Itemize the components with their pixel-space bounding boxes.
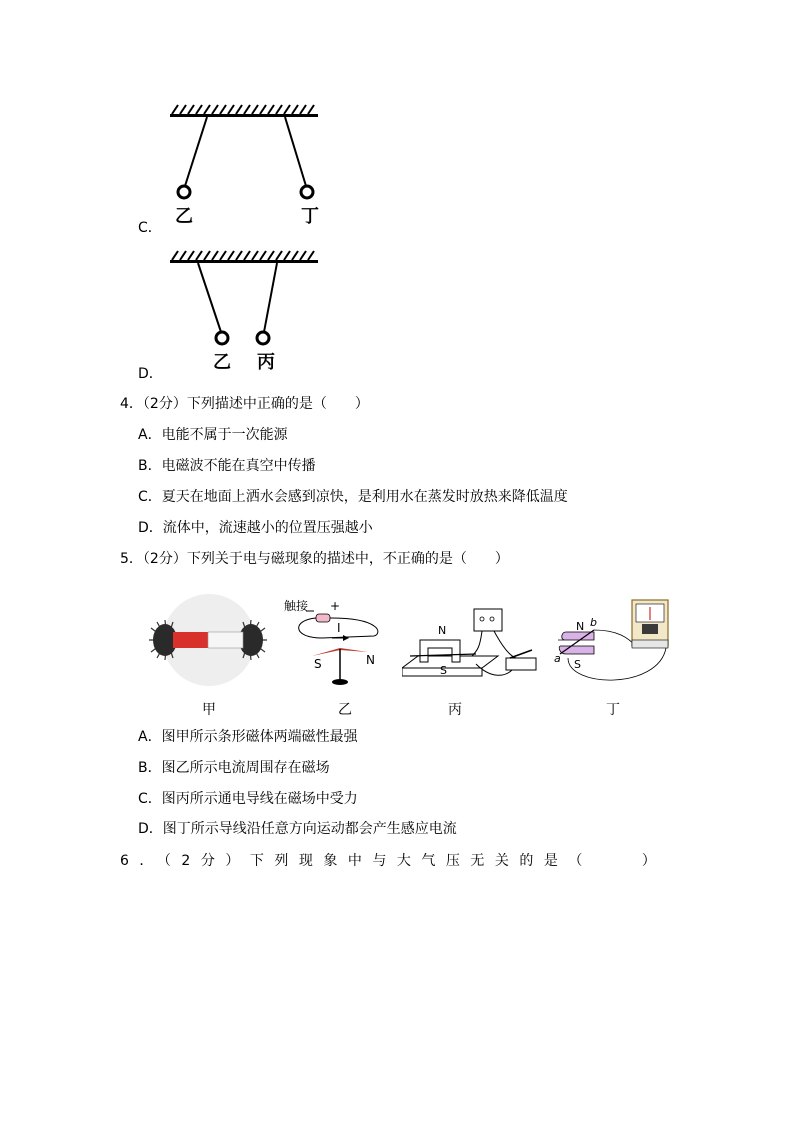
right-string	[264, 263, 277, 332]
question-5-stem: 5．（2分）下列关于电与磁现象的描述中，不正确的是（ ）	[120, 551, 509, 567]
figure-bing-motor-effect	[402, 606, 542, 690]
battery-icon	[316, 614, 330, 622]
point-a-label: a	[554, 652, 561, 665]
left-ball	[216, 332, 228, 344]
option-c-pendulum-figure	[160, 100, 340, 230]
magnet-white-half	[208, 632, 243, 648]
plus-label: +	[330, 599, 341, 613]
right-ball	[301, 186, 313, 198]
question-4-option-c: C．夏天在地面上洒水会感到凉快，是利用水在蒸发时放热来降低温度	[138, 489, 568, 505]
option-c-letter: C．	[138, 220, 162, 236]
ceiling-hatch	[172, 105, 314, 114]
power-supply	[474, 609, 502, 631]
left-string	[198, 263, 221, 332]
right-ball	[257, 332, 269, 344]
south-label: S	[314, 657, 322, 671]
question-4-option-a: A．电能不属于一次能源	[138, 427, 288, 443]
figure-ding-caption: 丁	[606, 702, 620, 718]
left-string	[185, 117, 207, 186]
galvanometer-base	[632, 640, 668, 648]
figure-ding-induction	[548, 596, 678, 692]
question-5-option-b: B．图乙所示电流周围存在磁场	[138, 760, 330, 776]
option-d-pendulum-figure	[160, 246, 340, 376]
left-ball-label: 乙	[175, 206, 193, 227]
lead-wire	[594, 630, 636, 646]
magnet-red-half	[173, 632, 208, 648]
question-5-option-d: D．图丁所示导线沿任意方向运动都会产生感应电流	[138, 821, 457, 837]
point-b-label: b	[590, 616, 597, 629]
galvanometer-knob	[642, 624, 658, 634]
figure-yi-oersted	[282, 594, 392, 694]
lead-wire	[472, 631, 482, 656]
u-magnet-bottom	[559, 646, 594, 654]
left-ball	[178, 186, 190, 198]
north-label: N	[366, 653, 375, 667]
question-5-option-a: A．图甲所示条形磁体两端磁性最强	[138, 729, 358, 745]
north-label: N	[438, 624, 447, 637]
stand-base	[332, 679, 348, 685]
north-label: N	[576, 620, 585, 633]
ceiling-bar	[170, 114, 318, 117]
question-6-stem: 6．（2分）下列现象中与大气压无关的是（ ）	[120, 853, 667, 869]
figure-jia-bar-magnet	[145, 592, 275, 692]
right-ball-label: 丙	[257, 352, 275, 373]
right-ball-label: 丁	[301, 206, 319, 227]
left-ball-label: 乙	[213, 352, 231, 373]
ceiling-hatch	[172, 251, 314, 260]
figure-jia-caption: 甲	[202, 702, 216, 718]
right-string	[285, 117, 306, 186]
switch-lever	[510, 650, 532, 658]
touch-label: 触接	[284, 599, 309, 613]
figure-bing-caption: 丙	[448, 702, 462, 718]
south-label: S	[574, 658, 581, 671]
question-4-option-d: D．流体中，流速越小的位置压强越小	[138, 520, 373, 536]
switch-base	[506, 658, 536, 670]
current-label: I	[337, 621, 341, 635]
figure-yi-caption: 乙	[338, 702, 352, 718]
ceiling-bar	[170, 260, 318, 263]
lead-wire	[494, 631, 516, 658]
option-d-letter: D．	[138, 366, 163, 382]
base-board	[402, 656, 498, 668]
question-5-option-c: C．图丙所示通电导线在磁场中受力	[138, 791, 358, 807]
question-4-option-b: B．电磁波不能在真空中传播	[138, 458, 316, 474]
south-label: S	[440, 664, 447, 677]
question-4-stem: 4．（2分）下列描述中正确的是（ ）	[120, 396, 369, 412]
